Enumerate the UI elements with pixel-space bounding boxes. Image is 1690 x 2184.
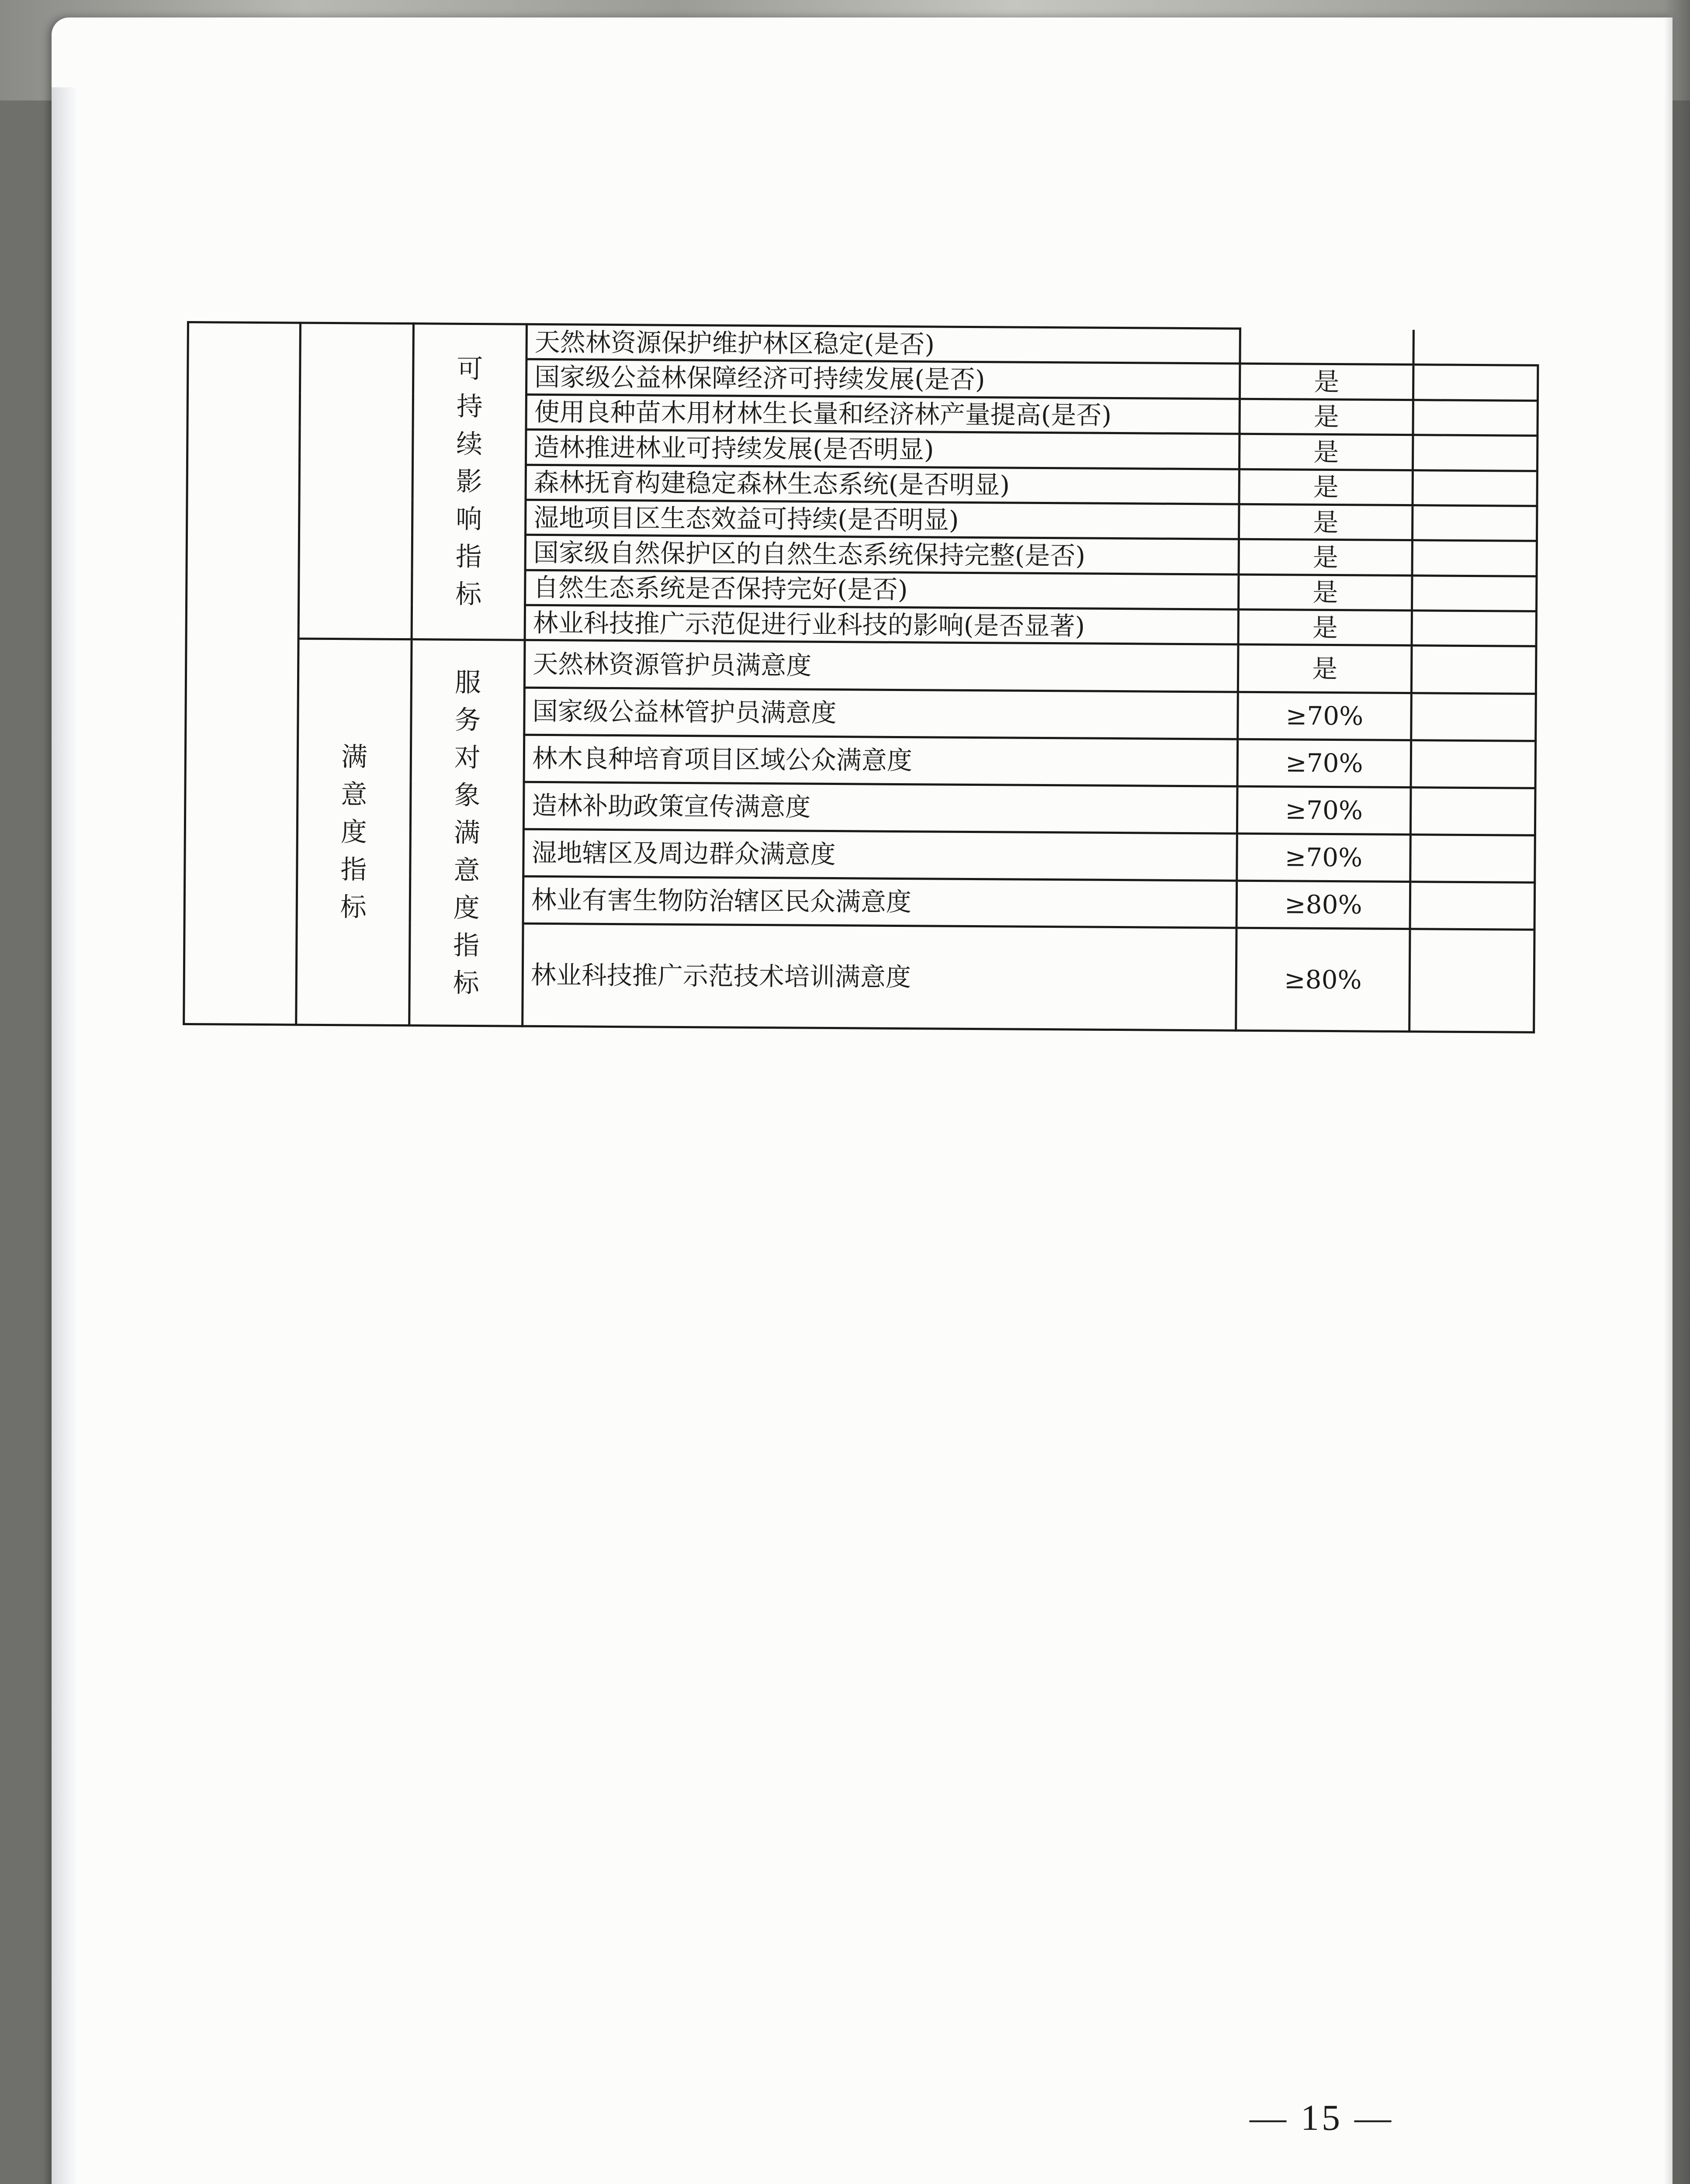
indicator-name: 国家级公益林管护员满意度 [524, 688, 1238, 739]
indicator-name: 林业有害生物防治辖区民众满意度 [523, 876, 1237, 928]
score-cell [1413, 470, 1537, 506]
score-cell [1410, 834, 1535, 882]
indicator-value: 是 [1239, 469, 1413, 505]
indicator-value: 是 [1239, 539, 1412, 575]
indicator-name: 使用良种苗木用材林生长量和经济林产量提高(是否) [526, 394, 1240, 434]
subcategory-cell [298, 323, 413, 639]
score-cell [1412, 575, 1537, 611]
table-row [188, 322, 1538, 366]
table-row [186, 638, 1536, 694]
score-cell [1413, 435, 1537, 471]
indicator-value: ≥70% [1237, 786, 1411, 834]
indicator-value: 是 [1240, 399, 1413, 435]
indicator-name: 森林抚育构建稳定森林生态系统(是否明显) [526, 465, 1239, 504]
service-label: 服务对象满意度指标 [453, 667, 481, 999]
score-cell [1412, 611, 1536, 646]
score-cell [1413, 365, 1538, 401]
score-cell [1413, 330, 1538, 366]
sustainability-label: 可持续影响指标 [455, 353, 483, 610]
score-cell [1410, 787, 1535, 835]
indicator-name: 湿地辖区及周边群众满意度 [523, 829, 1237, 881]
page-fold-shadow [52, 87, 78, 2184]
satisfaction-label-cell [296, 639, 412, 1026]
indicator-name: 林业科技推广示范技术培训满意度 [523, 923, 1236, 1030]
indicator-value: 是 [1239, 434, 1413, 470]
indicator-name: 造林推进林业可持续发展(是否明显) [526, 429, 1240, 469]
indicator-value: 是 [1239, 574, 1412, 611]
sustainability-label-cell [412, 324, 526, 640]
score-cell [1411, 646, 1536, 694]
indicator-value: ≥70% [1237, 739, 1411, 787]
indicator-value: 是 [1239, 504, 1412, 540]
indicator-value: ≥70% [1238, 692, 1412, 740]
indicator-value: ≥80% [1236, 928, 1410, 1031]
indicator-value: ≥80% [1236, 881, 1410, 929]
score-cell [1412, 505, 1537, 541]
performance-indicator-table [183, 321, 1539, 1033]
indicator-name: 国家级公益林保障经济可持续发展(是否) [526, 359, 1240, 399]
indicator-value: 是 [1238, 645, 1412, 693]
indicator-value: 是 [1240, 364, 1413, 400]
indicator-name: 自然生态系统是否保持完好(是否) [525, 570, 1239, 609]
page-edge-shadow [1664, 0, 1690, 2184]
indicator-name: 国家级自然保护区的自然生态系统保持完整(是否) [525, 535, 1239, 574]
indicator-name: 造林补助政策宣传满意度 [523, 782, 1237, 833]
score-cell [1410, 881, 1534, 930]
satisfaction-label: 满意度指标 [340, 741, 368, 923]
category-cell [184, 322, 301, 1025]
indicator-name: 林木良种培育项目区域公众满意度 [524, 735, 1238, 786]
indicator-value: 是 [1238, 609, 1412, 646]
indicator-value: ≥70% [1237, 833, 1411, 881]
score-cell [1411, 740, 1535, 788]
indicator-name: 天然林资源保护维护林区稳定(是否) [526, 324, 1240, 363]
indicator-name: 林业科技推广示范促进行业科技的影响(是否显著) [525, 605, 1238, 644]
indicator-name: 天然林资源管护员满意度 [524, 640, 1238, 692]
score-cell [1411, 693, 1536, 741]
score-cell [1409, 929, 1534, 1033]
indicator-name: 湿地项目区生态效益可持续(是否明显) [526, 500, 1239, 539]
service-label-cell [409, 639, 525, 1026]
indicator-value [1240, 328, 1413, 365]
score-cell [1413, 400, 1538, 435]
score-cell [1412, 540, 1537, 576]
page-number: — 15 — [1250, 2098, 1394, 2138]
